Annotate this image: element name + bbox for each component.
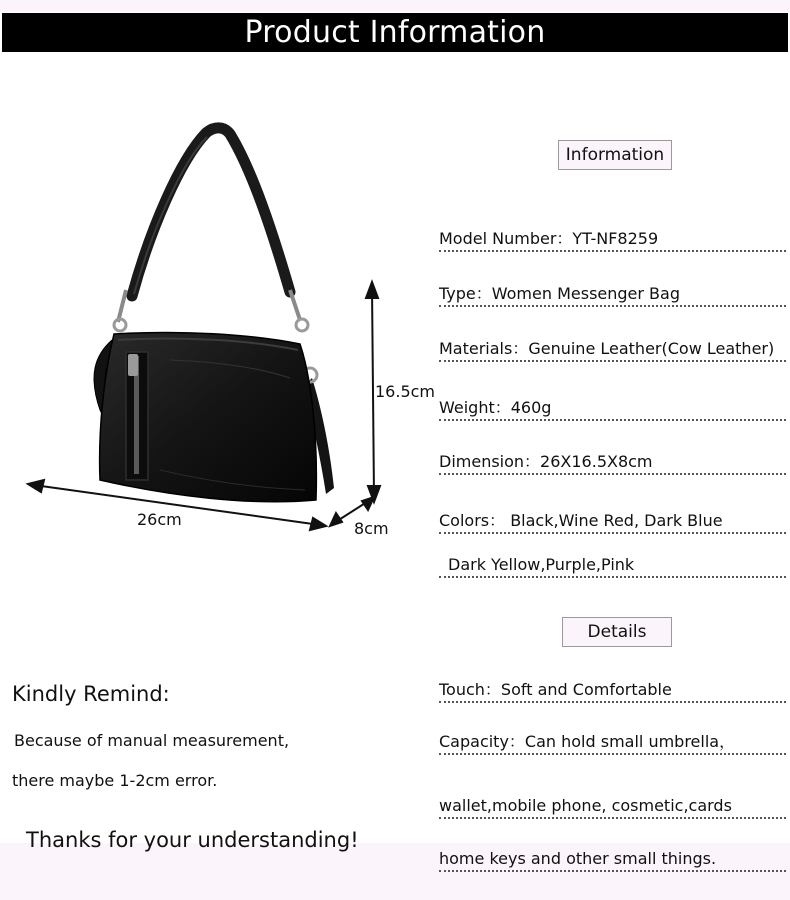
depth-label: 8cm [354,519,389,538]
height-label: 16.5cm [375,382,436,401]
dimension: Dimension：26X16.5X8cm [439,451,786,475]
information-heading: Information [558,140,672,170]
hook-icon [118,290,126,322]
colors-continued: Dark Yellow,Purple,Pink [439,554,786,578]
colors: Colors： Black,Wine Red, Dark Blue [439,510,786,534]
capacity: Capacity：Can hold small umbrella， [439,731,786,755]
touch: Touch：Soft and Comfortable [439,679,786,703]
thanks-note: Thanks for your understanding! [26,828,359,852]
page-title: Product Information [2,13,788,52]
strap-icon [132,128,290,296]
details-heading: Details [562,617,672,647]
capacity-continued: wallet,mobile phone, cosmetic,cards [439,795,786,819]
remind-line-2: there maybe 1-2cm error. [12,771,218,790]
materials: Materials：Genuine Leather(Cow Leather) [439,338,786,362]
remind-heading: Kindly Remind: [12,682,170,706]
remind-line-1: Because of manual measurement, [14,731,290,750]
capacity-continued-2: home keys and other small things. [439,848,786,872]
weight: Weight：460g [439,397,786,421]
type: Type：Women Messenger Bag [439,283,786,307]
model-number: Model Number：YT-NF8259 [439,228,786,252]
width-label: 26cm [137,510,182,529]
